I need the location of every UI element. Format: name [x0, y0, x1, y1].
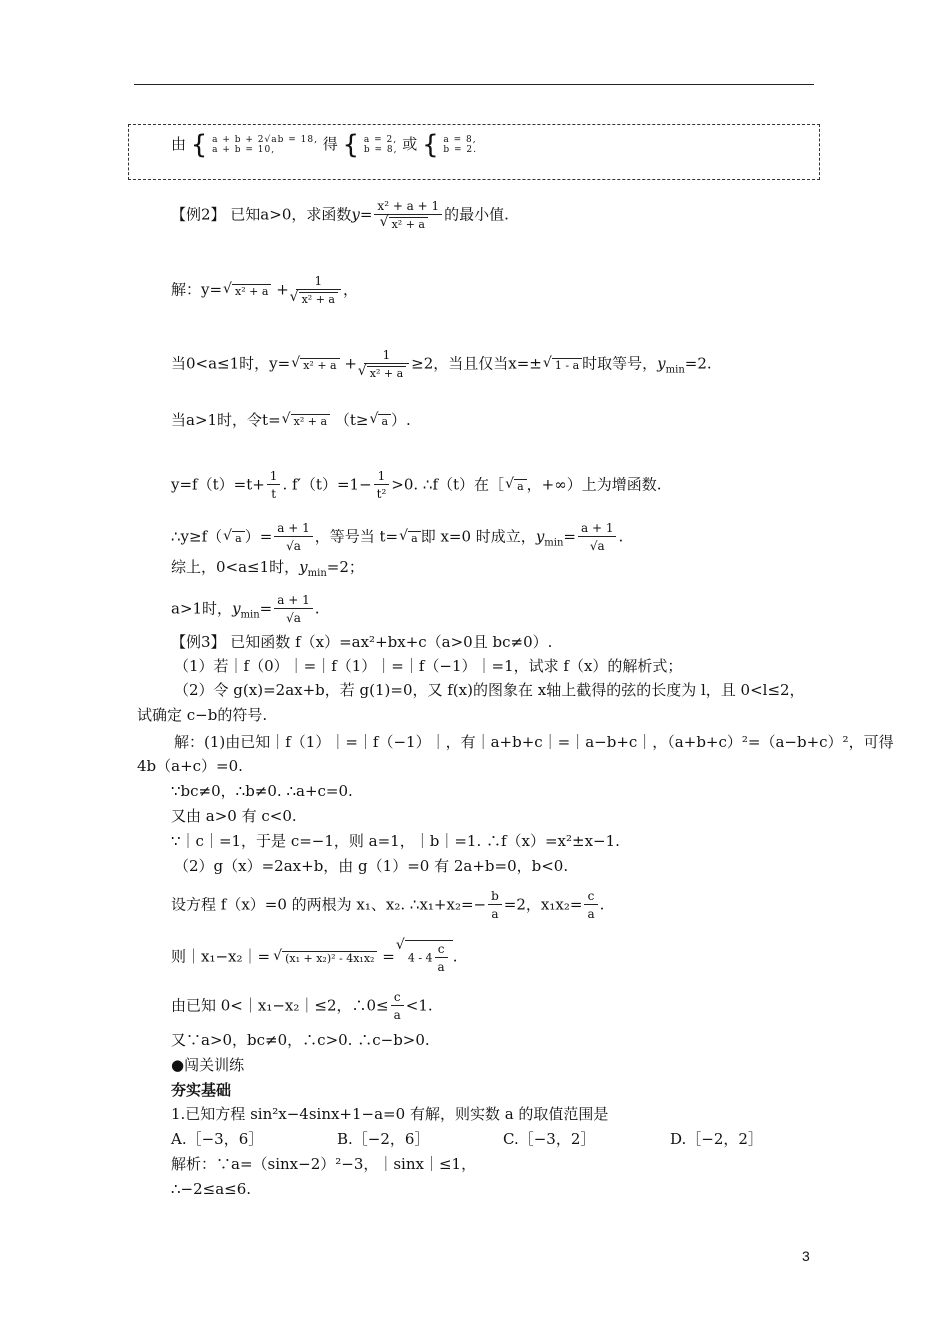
summary-line-2: a>1时，$y_{min}=$ $\frac{a + 1}{√a}$ . [171, 593, 320, 625]
question-1: 1.已知方程 sin²x−4sinx+1−a=0 有解，则实数 a 的取值范围是 [171, 1105, 609, 1123]
solution-line-1: 解：y=√ x² + a + 1 √ x² + a ， [171, 273, 358, 308]
left-brace-2: { [342, 130, 360, 160]
you-char: 由 [171, 135, 187, 153]
example-3-part-2: （2）令 g(x)=2ax+b，若 g(1)=0，又 f(x)的图象在 x轴上截得的弦的长度为 l，且 0<l≤2， [174, 681, 805, 699]
inequality-line: ∴y≥f（√ a ）= $\frac{a + 1}{√a}$ ，等号当 t=√ a 即 x=0 时成立，$y_{min}=$ $\frac{a + 1}{√a}$ . [171, 520, 623, 555]
option-a: A.［−3，6］ [171, 1130, 264, 1148]
option-c: C.［−3，2］ [503, 1130, 596, 1148]
case-1-line: 当0<a≤1时，y=√ x² + a + 1 √ x² + a ≥2，当且仅当x=±√ 1 - a 时取等号，$y_{min}=2$. [171, 347, 712, 382]
training-heading: ●闯关训练 [171, 1056, 245, 1074]
system-2: a = 2, b = 8, [363, 135, 398, 155]
conclusion-line: 又∵a>0，bc≠0，∴c>0. ∴c−b>0. [171, 1031, 430, 1049]
training-subheading: 夯实基础 [171, 1081, 232, 1099]
system-1: a + b + 2√ab = 18, a + b = 10, [212, 135, 318, 155]
left-brace: { [190, 130, 208, 160]
left-brace-3: { [422, 130, 439, 160]
analysis-line-2: ∴−2≤a≤6. [171, 1180, 252, 1198]
solution-3-line-3: ∵bc≠0，∴b≠0. ∴a+c=0. [171, 782, 353, 800]
distance-line: 则｜x₁−x₂｜=√ (x₁ + x₂)² - 4x₁x₂ =√ 4 - 4 $\frac{c}{a}$ . [171, 940, 457, 976]
known-range-line: 由已知 0<｜x₁−x₂｜≤2，∴0≤ $\frac{c}{a}$ <1. [171, 990, 433, 1022]
case-2-line: 当a>1时，令t=√ x² + a （t≥√ a ）. [171, 410, 411, 430]
example-3-title: 【例3】 已知函数 f（x）=ax²+bx+c（a>0且 bc≠0）. [171, 633, 553, 651]
solution-box [128, 124, 820, 180]
huo-char: 或 [402, 135, 418, 153]
system-3: a = 8, b = 2. [443, 135, 478, 155]
example-3-part-2-cont: 试确定 c−b的符号. [137, 706, 268, 724]
solution-3-line-6: （2）g（x）=2ax+b，由 g（1）=0 有 2a+b=0，b<0. [174, 857, 569, 875]
monotonic-line: y=f（t）=t+ $\frac{1}{t}$ . f′（t）=1− $\frac{1}{\text{t²}}$ >0. ∴f（t）在［√ a ，+∞）上为增函数. [171, 468, 661, 503]
solution-3-line-4: 又由 a>0 有 c<0. [171, 807, 297, 825]
option-d: D.［−2，2］ [670, 1130, 763, 1148]
header-rule [134, 84, 814, 85]
option-b: B.［−2，6］ [337, 1130, 430, 1148]
example-3-part-1: （1）若｜f（0）｜=｜f（1）｜=｜f（−1）｜=1，试求 f（x）的解析式； [174, 657, 683, 675]
solution-3-line-2: 4b（a+c）=0. [137, 757, 243, 775]
page-number: 3 [802, 1248, 810, 1264]
summary-line-1: 综上，0<a≤1时，$y_{min}=2$； [171, 558, 364, 579]
de-char: 得 [322, 135, 338, 153]
example-2-statement: 【例2】 已知a>0，求函数y= x² + a + 1 √ x² + a 的最小值. [171, 198, 509, 233]
solution-3-line-5: ∵｜c｜=1，于是 c=−1，则 a=1，｜b｜=1. ∴f（x）=x²±x−1. [171, 832, 620, 850]
roots-line: 设方程 f（x）=0 的两根为 x₁、x₂. ∴x₁+x₂=− $\frac{b}{a}$ =2，x₁x₂= $\frac{c}{a}$ . [171, 889, 605, 921]
analysis-line-1: 解析：∵a=（sinx−2）²−3，｜sinx｜≤1， [171, 1155, 477, 1173]
solution-3-line-1: 解：(1)由已知｜f（1）｜=｜f（−1）｜，有｜a+b+c｜=｜a−b+c｜，（a+b+c）²=（a−b+c）²，可得 [174, 733, 894, 751]
